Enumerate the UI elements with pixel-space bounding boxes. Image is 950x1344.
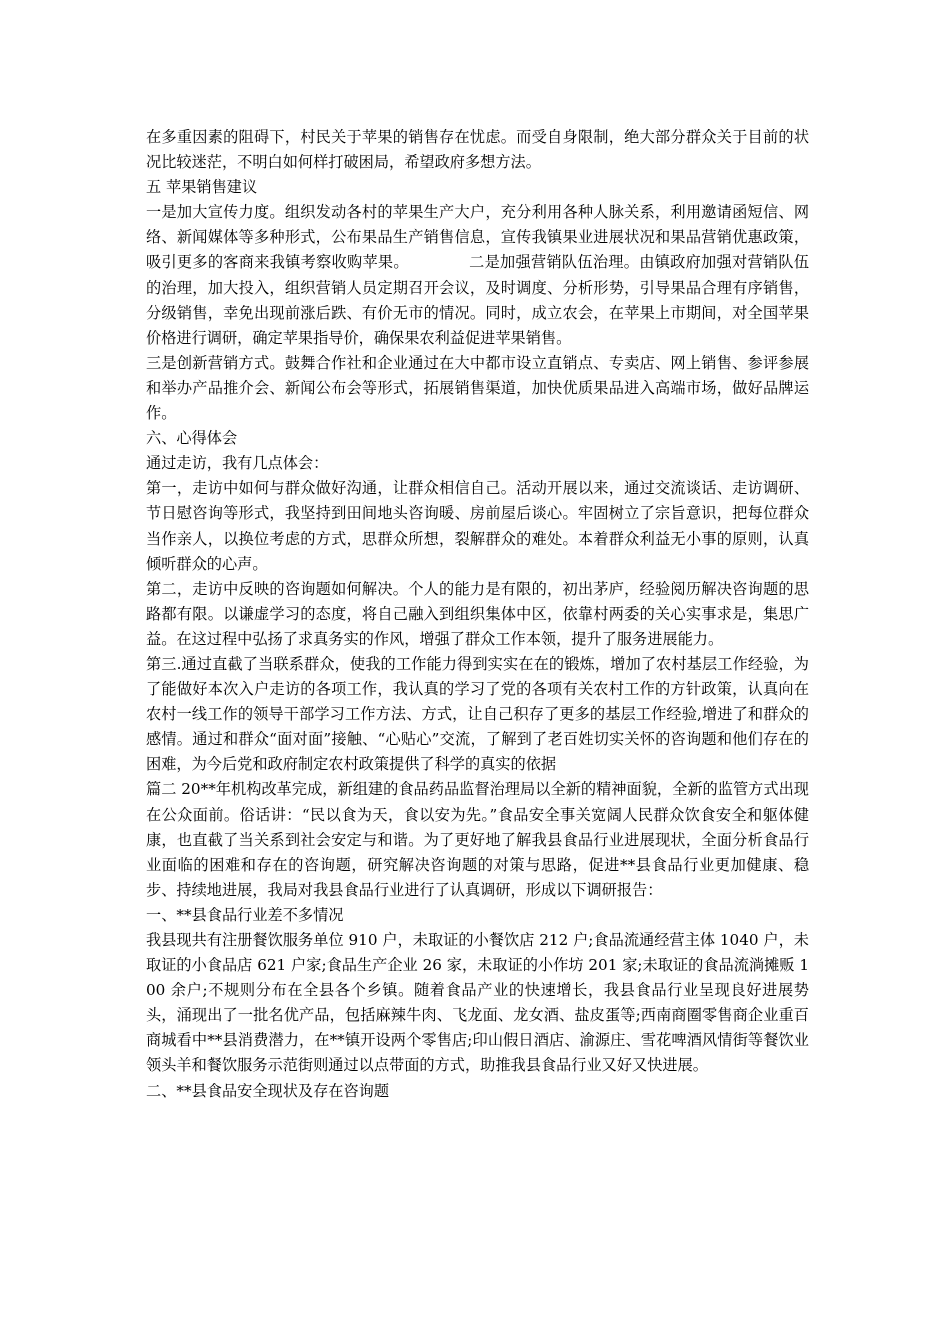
heading-food-industry-overview: 一、**县食品行业差不多情况 <box>146 905 344 924</box>
paragraph-promotion-and-team <box>146 200 809 351</box>
paragraph-apple-concerns: 在多重因素的阻碍下，村民关于苹果的销售存在忧虑。而受自身限制，绝大部分群众关于目前的状况比较迷茫，不明白如何样打破困局，希望政府多想方法。 <box>146 128 809 172</box>
paragraph-innovate-marketing: 三是创新营销方式。鼓舞合作社和企业通过在大中都市设立直销点、专卖店、网上销售、参评参展和举办产品推介会、新闻公布会等形式，拓展销售渠道，加快优质果品进入高端市场，做好品牌运作。 <box>146 353 809 423</box>
paragraph-reflections-intro: 通过走访，我有几点体会： <box>146 454 329 473</box>
document-body <box>146 125 809 1104</box>
suggestion-one-text: 一是加大宣传力度。组织发动各村的苹果生产大户，充分利用各种人脉关系，利用邀请函短信、网络、新闻媒体等多种形式，公布果品生产销售信息，宣传我镇果业进展状况和果品营销优惠政策，吸引更多的客商来我镇考察收购苹果。 <box>146 203 809 272</box>
suggestion-two-text: 二是加强营销队伍治理。由镇政府加强对营销队伍的治理，加大投入，组织营销人员定期召开会议，及时调度、分析形势，引导果品合理有序销售，分级销售，幸免出现前涨后跌、有价无市的情况。同时，成立农会，在苹果上市期间，对全国苹果价格进行调研，确定苹果指导价，确保果农利益促进苹果销售。 <box>146 253 810 347</box>
heading-apple-sales-suggestions: 五 苹果销售建议 <box>146 178 258 197</box>
heading-food-safety-status: 二、**县食品安全现状及存在咨询题 <box>146 1081 389 1100</box>
paragraph-food-industry-stats: 我县现共有注册餐饮服务单位 910 户，未取证的小餐饮店 212 户;食品流通经营主体 1040 户，未取证的小食品店 621 户家;食品生产企业 26 家，未取证的小作坊 201 家;未取证的食品流淌摊贩 100 余户;不规则分布在全县各个乡镇。随着食品产业的快速增长，我县食品行业呈现良好进展势头，涌现出了一批名优产品，包括麻辣牛肉、飞龙面、龙女酒、盐皮蛋等;西南商圈零售商企业重百商城看中**县消费潜力，在**镇开设两个零售店;印山假日酒店、渝源庄、雪花啤酒风情街等餐饮业领头羊和餐饮服务示范街则通过以点带面的方式，助推我县食品行业又好又快进展。 <box>146 931 809 1075</box>
paragraph-second-point: 第二，走访中反映的咨询题如何解决。个人的能力是有限的，初出茅庐，经验阅历解决咨询题的思路都有限。以谦虚学习的态度，将自己融入到组织集体中区，依靠村两委的关心实事求是，集思广益。在这过程中弘扬了求真务实的作风，增强了群众工作本领，提升了服务进展能力。 <box>146 579 809 648</box>
paragraph-first-point: 第一，走访中如何与群众做好沟通，让群众相信自己。活动开展以来，通过交流谈话、走访调研、节日慰咨询等形式，我坚持到田间地头咨询暖、房前屋后谈心。牢固树立了宗旨意识，把每位群众当作亲人，以换位考虑的方式，思群众所想，裂解群众的难处。本着群众利益无小事的原则，认真倾听群众的心声。 <box>146 479 809 573</box>
heading-reflections: 六、心得体会 <box>146 429 238 448</box>
paragraph-third-point: 第三.通过直截了当联系群众，使我的工作能力得到实实在在的锻炼，增加了农村基层工作经验，为了能做好本次入户走访的各项工作，我认真的学习了党的各项有关农村工作的方针政策，认真向在农村一线工作的领导干部学习工作方法、方式，让自己积存了更多的基层工作经验,增进了和群众的感情。通过和群众“面对面”接触、“心贴心”交流，了解到了老百姓切实关怀的咨询题和他们存在的困难，为今后党和政府制定农村政策提供了科学的真实的依据 <box>146 654 809 774</box>
paragraph-part-two-intro: 篇二 20**年机构改革完成，新组建的食品药品监督治理局以全新的精神面貌，全新的监管方式出现在公众面前。俗话讲：“民以食为天，食以安为先。”食品安全事关宽阔人民群众饮食安全和躯体健康，也直截了当关系到社会安定与和谐。为了更好地了解我县食品行业进展现状，全面分析食品行业面临的困难和存在的咨询题，研究解决咨询题的对策与思路，促进**县食品行业更加健康、稳步、持续地进展，我局对我县食品行业进行了认真调研，形成以下调研报告： <box>146 780 809 899</box>
